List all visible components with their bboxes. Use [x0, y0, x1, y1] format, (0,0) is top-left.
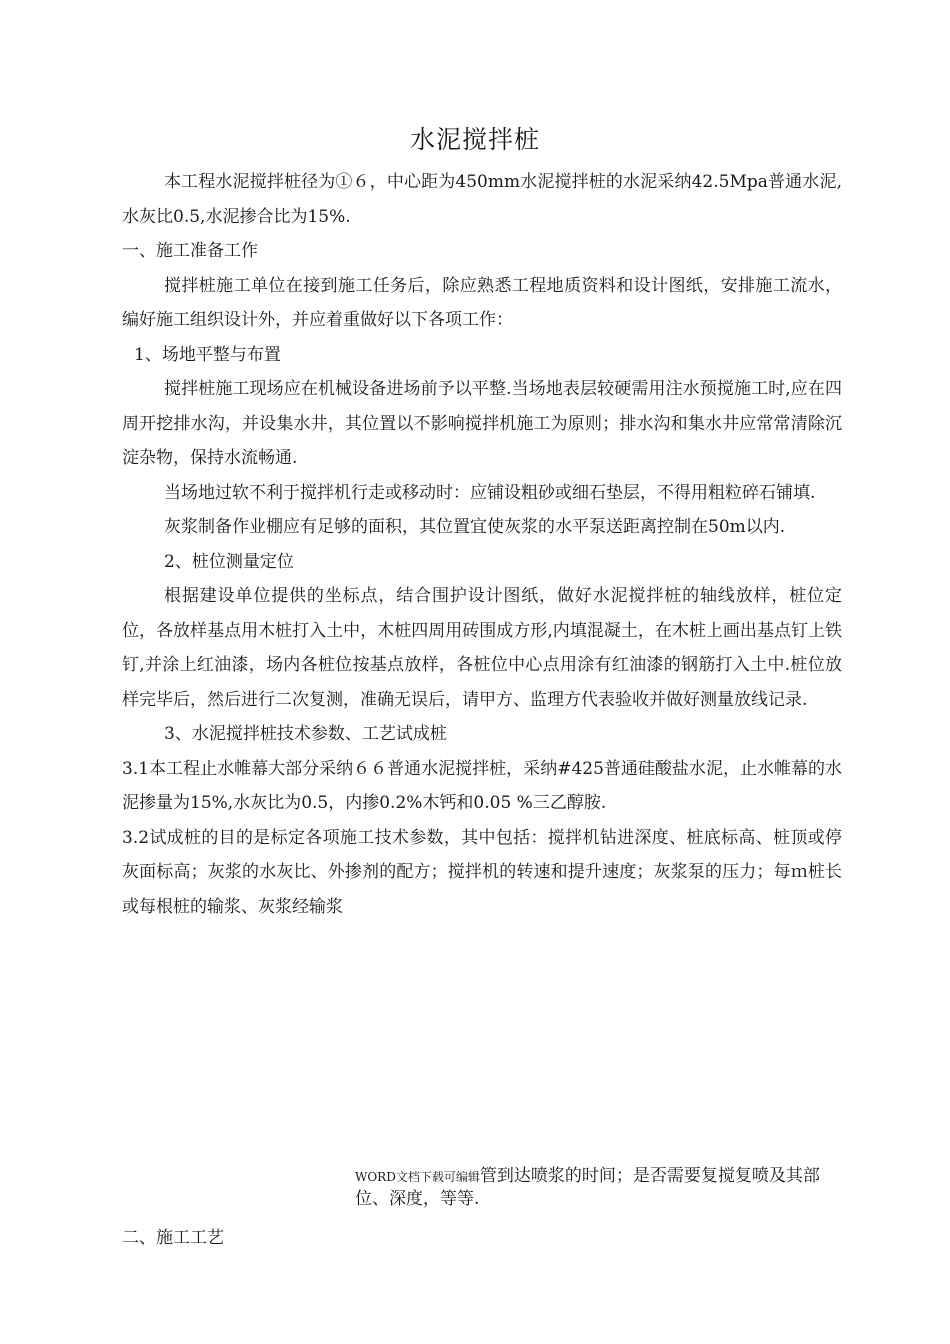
watermark-text: WORD文档下载可编辑: [355, 1170, 480, 1184]
section-heading-prep: 一、施工准备工作: [122, 241, 258, 261]
page-title: 水泥搅拌桩: [409, 125, 540, 154]
continuation-text: 管到达喷浆的时间；是否需要复搅复喷及其部位、深度，等等.: [355, 1166, 820, 1209]
survey-paragraph: 根据建设单位提供的坐标点，结合围护设计图纸，做好水泥搅拌桩的轴线放样，桩位定位，各放样基点用木桩打入土中，木桩四周用砖围成方形,内填混凝土，在木桩上画出基点钉上铁钉,并涂上红油漆，场内各桩位按基点放样，各桩位中心点用涂有红油漆的钢筋打入土中.桩位放样完毕后，然后进行二次复测，准确无误后，请甲方、监理方代表验收并做好测量放线记录.: [122, 586, 842, 710]
prep-paragraph: 搅拌桩施工单位在接到施工任务后，除应熟悉工程地质资料和设计图纸，安排施工流水，编好施工组织设计外，并应着重做好以下各项工作：: [122, 275, 842, 330]
intro-paragraph: 本工程水泥搅拌桩径为①６，中心距为450mm水泥搅拌桩的水泥采纳42.5Mpa普通水泥,水灰比0.5,水泥掺合比为15%.: [122, 172, 842, 227]
section-heading-process: 二、施工工艺: [122, 1228, 224, 1248]
site-paragraph-1: 搅拌桩施工现场应在机械设备进场前予以平整.当场地表层较硬需用注水预搅施工时,应在四周开挖排水沟，并设集水井，其位置以不影响搅拌机施工为原则；排水沟和集水井应常常清除沉淀杂物，保持水流畅通.: [122, 379, 842, 468]
subheading-site: 1、场地平整与布置: [134, 344, 281, 365]
site-paragraph-2: 当场地过软不利于搅拌机行走或移动时：应铺设粗砂或细石垫层，不得用粗粒碎石铺填.: [164, 482, 816, 503]
subheading-params: 3、水泥搅拌桩技术参数、工艺试成桩: [164, 724, 447, 744]
params-paragraph-1: 3.1本工程止水帷幕大部分采纳６６普通水泥搅拌桩，采纳#425普通硅酸盐水泥，止水帷幕的水泥掺量为15%,水灰比为0.5，内掺0.2%木钙和0.05 %三乙醇胺.: [122, 758, 842, 813]
site-paragraph-3: 灰浆制备作业棚应有足够的面积，其位置宜使灰浆的水平泵送距离控制在50m以内.: [164, 517, 786, 537]
document-body: [122, 165, 842, 924]
page-footer: [355, 1165, 845, 1210]
params-paragraph-2: 3.2试成桩的目的是标定各项施工技术参数，其中包括：搅拌机钻进深度、桩底标高、桩顶或停灰面标高；灰浆的水灰比、外掺剂的配方；搅拌机的转速和提升速度；灰浆泵的压力；每ｍ桩长或每根桩的输浆、灰浆经输浆: [122, 827, 842, 917]
subheading-survey: 2、桩位测量定位: [164, 551, 294, 572]
